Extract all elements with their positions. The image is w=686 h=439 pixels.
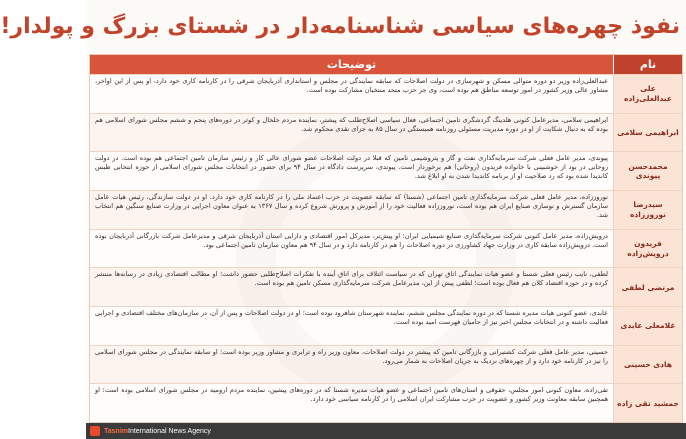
person-description: لطفی، نایب رئیس فعلی شستا و عضو هیات نمایندگی اتاق تهران که در سیاست ائتلاف برای اتاق آینده با تفکرات اصلاح‌طلبی حضور داشت؛ او مطالب اقتصادی زیادی در رسانه‌ها منتشر کرده و در حوزه اقتصاد کلان هم فعال بوده است؛ لطفی پیش از این، مدیرعامل شرکت سرمایه‌گذاری مسکن تامین هم بوده است. xyxy=(90,268,614,306)
tasnim-logo-icon xyxy=(90,426,100,436)
person-description: عابدی، عضو کنونی هیات مدیره شستا که در دوره نمایندگی مجلس ششم، نماینده شهرستان شاهرود بوده است؛ او در دولت اصلاحات و پس از آن، در سازمان‌های مختلف اقتصادی و اجرایی فعالیت داشته و در انتخابات مجلس اخیر نیز از حامیان فهرست امید بوده است. xyxy=(90,307,614,345)
table-row xyxy=(90,383,682,422)
header-desc-cell: توضیحات xyxy=(90,55,614,74)
brand-subtitle: International News Agency xyxy=(128,427,211,435)
brand-name: Tasnim xyxy=(104,427,128,435)
person-name: فریدون درویش‌زاده xyxy=(614,230,682,268)
person-name: هادی حسینی xyxy=(614,346,682,384)
person-description: عبدالعلی‌زاده وزیر دو دوره متوالی مسکن و شهرسازی در دولت اصلاحات که سابقه نمایندگی در مجلس و استانداری آذربایجان شرقی را در کارنامه کاری خود دارد، او پس از این اواخر، مشاور عالی وزیر کشور در امور توسعه مناطق هم بوده است، وی جز حزب متحد منتخبان مشارکت بوده است. xyxy=(90,75,614,113)
person-name: محمدحسن پیوندی xyxy=(614,152,682,190)
table-row xyxy=(90,345,682,384)
person-description: درویش‌زاده، مدیر عامل کنونی شرکت سرمایه‌گذاری صنایع شیمیایی ایران؛ او پیش‌تر، مدیرکل امور اقتصادی و دارایی استان آذربایجان شرقی و مدیرعامل شرکت بازرگانی آذربایجان بوده است. درویش‌زاده سابقه کاری در وزارت جهاد کشاورزی در دوره اصلاحات را هم در کارنامه دارد و در سال ۹۴ هم معاون سازمان تامین اجتماعی بود. xyxy=(90,230,614,268)
person-description: تقی‌زاده، معاون کنونی امور مجلس، حقوقی و استان‌های تامین اجتماعی و عضو هیات مدیره شستا که در دوره‌های پیشین، نماینده مردم ارومیه در مجلس شورای اسلامی بوده است؛ او همچنین سابقه معاونت وزیر کشور و عضویت در حزب مشارکت ایران اسلامی را در کارنامه سیاسی خود دارد. xyxy=(90,384,614,422)
person-name: غلامعلی عابدی xyxy=(614,307,682,345)
page-title: نفوذ چهره‌های سیاسی شناسنامه‌دار در شستای بزرگ و پولدار! xyxy=(0,14,680,39)
person-description: نوروززاده، مدیر عامل فعلی شرکت سرمایه‌گذاری تامین اجتماعی (شستا) که سابقه عضویت در حزب اعتماد ملی را در کارنامه کاری خود دارد. او در دولت سازندگی، رئیس هیات عامل سازمان گسترش و نوسازی صنایع ایران هم بوده است، نوروززاده فعالیت خود را از آموزش و پرورش شروع کرده و سال ۱۳۶۷ به عنوان معاون اجرایی در وزارت صنایع سنگین هم انتخاب شد. xyxy=(90,191,614,229)
person-name: سیدرضا نوروززاده xyxy=(614,191,682,229)
person-description: حسینی، مدیر عامل فعلی شرکت کشتیرانی و بازرگانی تامین که پیشتر در دولت اصلاحات، معاون وزیر راه و ترابری و مشاور وزیر بوده است؛ او سابقه نمایندگی در مجلس شورای اسلامی را نیز در کارنامه خود دارد و از چهره‌های نزدیک به جریان اصلاحات به شمار می‌رود. xyxy=(90,346,614,384)
table-row xyxy=(90,113,682,152)
table-row xyxy=(90,306,682,345)
person-name: ابراهیمی سلامی xyxy=(614,114,682,152)
table-row xyxy=(90,151,682,190)
table-header xyxy=(90,55,682,74)
data-table xyxy=(89,54,683,423)
footer-bar xyxy=(86,423,686,439)
header-name-cell: نام xyxy=(614,55,682,74)
person-description: ابراهیمی سلامی، مدیرعامل کنونی هلدینگ گردشگری تامین اجتماعی، فعال سیاسی اصلاح‌طلب که پیشتر، نماینده مردم خلخال و کوثر در دوره‌های پنجم و ششم مجلس شورای اسلامی هم بوده که به دنبال شکایت از او در دوره مدیریت مسئولی روزنامه همبستگی در سال ۸۵ به جزای نقدی محکوم شد. xyxy=(90,114,614,152)
table-row xyxy=(90,74,682,113)
person-name: مرتضی لطفی xyxy=(614,268,682,306)
table-body xyxy=(90,74,682,422)
table-row xyxy=(90,190,682,229)
brand-text xyxy=(104,428,211,435)
person-description: پیوندی، مدیر عامل فعلی شرکت سرمایه‌گذاری نفت و گاز و پتروشیمی تامین که قبلا در دولت اصلاحات عضو شورای عالی کار و رئیس سازمان تامین اجتماعی هم بوده است. در دولت روحانی در بود از خوشبینی با خانواده فریدون (روحانی) هم برخوردار است. پیوندی، سرپرست دادگاه در سال ۹۴ برای حضور در انتخابات مجلس شورای اسلامی از حوزه انتخابی طبس کاندیدا شده بود که رد صلاحیت او از برنامه کاندیدا شدن به او ابلاغ شد. xyxy=(90,152,614,190)
person-name: جمشید تقی زاده xyxy=(614,384,682,422)
table-row xyxy=(90,229,682,268)
person-name: علی عبدالعلی‌زاده xyxy=(614,75,682,113)
table-row xyxy=(90,267,682,306)
